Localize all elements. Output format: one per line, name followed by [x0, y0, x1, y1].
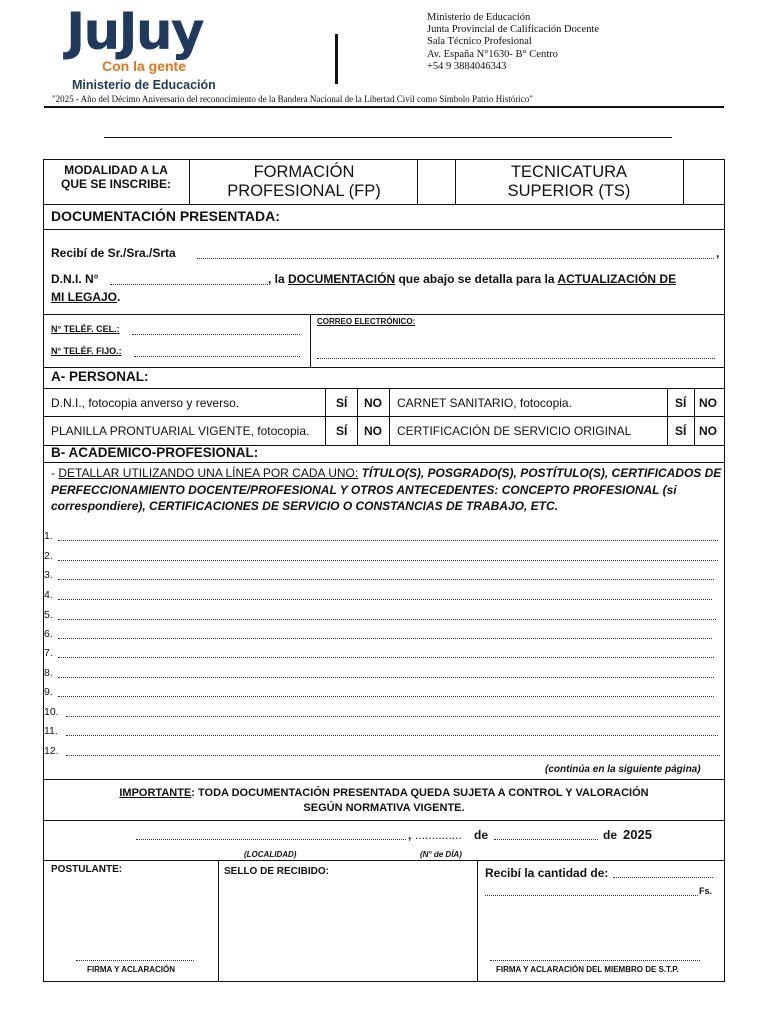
instr-prefix: - — [51, 466, 59, 480]
academico-line[interactable] — [58, 560, 718, 561]
dia-caption: (N° de DÍA) — [420, 850, 462, 859]
academico-line[interactable] — [58, 696, 714, 697]
line-number: 7. — [44, 647, 53, 659]
continua-note: (continúa en la siguiente página) — [545, 764, 701, 775]
importante-line — [46, 786, 722, 801]
line-number: 11. — [44, 725, 58, 737]
tel-cel-label: N° TELÉF. CEL.: — [51, 324, 120, 334]
line-number: 12. — [44, 745, 59, 757]
header-info-line: Ministerio de Educación — [427, 12, 531, 23]
row-divider — [43, 314, 725, 315]
fs-label: Fs. — [699, 886, 713, 896]
dni-mid-text: , la — [268, 272, 289, 286]
logo-tagline: Con la gente — [102, 58, 187, 74]
row-divider — [43, 820, 725, 821]
option-ts-label — [458, 163, 680, 201]
academico-instructions-line2: PERFECCIONAMIENTO DOCENTE/PROFESIONAL Y OTROS ANTECEDENTES: CONCEPTO PROFESIONAL (si — [51, 483, 677, 497]
header-motto: "2025 - Año del Décimo Aniversario del reconocimiento de la Bandera Nacional de la Libertad Civil como Símbolo Patrio Histórico" — [52, 94, 533, 104]
modalidad-label — [46, 163, 186, 191]
recibi-comma: , — [716, 246, 720, 260]
recibi-field[interactable] — [197, 258, 714, 259]
col-divider — [189, 159, 190, 205]
fecha-comma: , — [408, 828, 412, 842]
tel-cel-field[interactable] — [132, 334, 300, 335]
fecha-de: de — [603, 828, 618, 842]
col-divider — [218, 860, 219, 982]
stp-signature-field[interactable] — [490, 960, 700, 961]
postulante-label: POSTULANTE: — [51, 864, 123, 875]
importante-note — [46, 786, 722, 816]
personal-item-dni: D.N.I., fotocopia anverso y reverso. — [51, 396, 240, 410]
col-divider — [477, 860, 478, 982]
dia-dots: .............. — [415, 828, 462, 842]
academico-line[interactable] — [58, 579, 714, 580]
recibi-label: Recibí de Sr./Sra./Srta — [51, 246, 176, 260]
legajo-text: MI LEGAJO. — [51, 290, 121, 304]
dni-field[interactable] — [110, 284, 268, 285]
recibi-cantidad-label: Recibí la cantidad de: — [485, 866, 609, 880]
line-number: 4. — [44, 589, 53, 601]
personal-item-planilla: PLANILLA PRONTUARIAL VIGENTE, fotocopia. — [51, 424, 310, 438]
header-info-line: Av. España N°1630- B° Centro — [427, 48, 558, 60]
row-divider — [43, 779, 725, 780]
line-number: 10. — [44, 706, 59, 718]
instr-rest: TÍTULO(S), POSGRADO(S), POSTÍTULO(S), CERTIFICADOS DE — [358, 466, 722, 480]
si-option[interactable]: SÍ — [336, 424, 348, 438]
academico-line[interactable] — [58, 619, 716, 620]
row-divider — [43, 204, 725, 205]
importante-line: SEGÚN NORMATIVA VIGENTE. — [303, 802, 465, 814]
academico-line[interactable] — [58, 599, 712, 600]
academico-instructions-line3: correspondiere), CERTIFICACIONES DE SERVICIO O CONSTANCIAS DE TRABAJO, ETC. — [51, 499, 558, 513]
line-number: 2. — [44, 550, 53, 562]
line-number: 9. — [44, 686, 53, 698]
tel-fijo-label: N° TELÉF. FIJO.: — [51, 346, 122, 356]
correo-field[interactable] — [317, 358, 715, 359]
stp-signature-caption: FIRMA Y ACLARACIÓN DEL MIEMBRO DE S.T.P. — [496, 965, 679, 974]
academico-line[interactable] — [58, 540, 718, 541]
dni-rest-text: que abajo se detalla para la — [395, 272, 558, 286]
row-divider — [43, 229, 725, 230]
section-title-personal: A- PERSONAL: — [51, 369, 149, 384]
section-title-academico: B- ACADEMICO-PROFESIONAL: — [51, 445, 259, 460]
academico-line[interactable] — [66, 716, 720, 717]
personal-item-carnet: CARNET SANITARIO, fotocopia. — [397, 396, 572, 410]
fecha-de: de — [474, 828, 489, 842]
no-option[interactable]: NO — [364, 424, 382, 438]
fp-checkbox[interactable] — [418, 160, 455, 204]
line-number: 5. — [44, 609, 53, 621]
no-option[interactable]: NO — [364, 396, 382, 410]
instr-underlined: DETALLAR UTILIZANDO UNA LÍNEA POR CADA UNO: — [58, 466, 359, 480]
mes-field[interactable] — [494, 839, 598, 840]
modalidad-label-line: MODALIDAD A LA — [64, 163, 168, 177]
title-rule — [104, 137, 672, 138]
personal-item-certificacion: CERTIFICACIÓN DE SERVICIO ORIGINAL — [397, 424, 632, 438]
no-option[interactable]: NO — [699, 396, 717, 410]
legajo-word: MI LEGAJO — [51, 290, 118, 304]
academico-line[interactable] — [58, 677, 714, 678]
row-divider — [43, 388, 725, 389]
academico-line[interactable] — [66, 735, 718, 736]
line-number: 8. — [44, 667, 53, 679]
fp-label-line: FORMACIÓN — [253, 163, 355, 181]
academico-instructions — [51, 466, 721, 480]
row-divider — [43, 462, 725, 463]
sello-label: SELLO DE RECIBIDO: — [224, 866, 330, 877]
option-fp-label — [192, 163, 416, 201]
row-divider — [43, 860, 725, 861]
dni-text — [268, 272, 676, 286]
header-info-line: Junta Provincial de Calificación Docente — [427, 24, 600, 36]
row-divider — [43, 416, 725, 417]
line-number: 6. — [44, 628, 53, 640]
col-divider — [455, 159, 456, 205]
importante-text: : TODA DOCUMENTACIÓN PRESENTADA QUEDA SUJETA A CONTROL Y VALORACIÓN — [191, 787, 649, 799]
correo-label: CORREO ELECTRÓNICO: — [317, 317, 416, 326]
row-divider — [43, 367, 725, 368]
section-title-documentacion: DOCUMENTACIÓN PRESENTADA: — [51, 208, 280, 224]
fecha-year: 2025 — [623, 827, 652, 842]
line-number: 3. — [44, 569, 53, 581]
header-info-line: +54 9 3884046343 — [427, 60, 507, 72]
cantidad-field-2[interactable] — [485, 895, 698, 896]
ts-checkbox[interactable] — [684, 160, 724, 204]
jujuy-logo: JuJuy — [66, 2, 203, 62]
postulante-signature-caption: FIRMA Y ACLARACIÓN — [87, 965, 175, 974]
si-option[interactable]: SÍ — [675, 396, 687, 410]
postulante-signature-field[interactable] — [76, 960, 194, 961]
documentacion-word: DOCUMENTACIÓN — [288, 272, 396, 286]
si-option[interactable]: SÍ — [675, 424, 687, 438]
cantidad-field[interactable] — [613, 877, 713, 878]
header-separator — [335, 34, 338, 84]
col-divider — [310, 314, 311, 367]
header-info — [427, 12, 599, 73]
logo-ministry: Ministerio de Educación — [72, 78, 216, 92]
localidad-field[interactable] — [136, 839, 406, 840]
importante-label: IMPORTANTE — [119, 787, 192, 799]
no-option[interactable]: NO — [699, 424, 717, 438]
academico-line[interactable] — [58, 657, 714, 658]
line-number: 1. — [44, 530, 53, 542]
sello-area[interactable] — [220, 882, 475, 980]
ts-label-line: SUPERIOR (TS) — [507, 182, 631, 200]
localidad-caption: (LOCALIDAD) — [244, 850, 297, 859]
actualizacion-word: ACTUALIZACIÓN DE — [557, 272, 677, 286]
academico-line[interactable] — [58, 638, 712, 639]
fp-label-line: PROFESIONAL (FP) — [227, 182, 381, 200]
modalidad-label-line: QUE SE INSCRIBE: — [60, 177, 171, 191]
header-info-line: Sala Técnico Profesional — [427, 36, 532, 48]
si-option[interactable]: SÍ — [336, 396, 348, 410]
dni-prefix: D.N.I. N° — [51, 272, 99, 286]
ts-label-line: TECNICATURA — [510, 163, 628, 181]
tel-fijo-field[interactable] — [134, 356, 300, 357]
academico-line[interactable] — [66, 755, 720, 756]
header-rule — [44, 106, 724, 108]
